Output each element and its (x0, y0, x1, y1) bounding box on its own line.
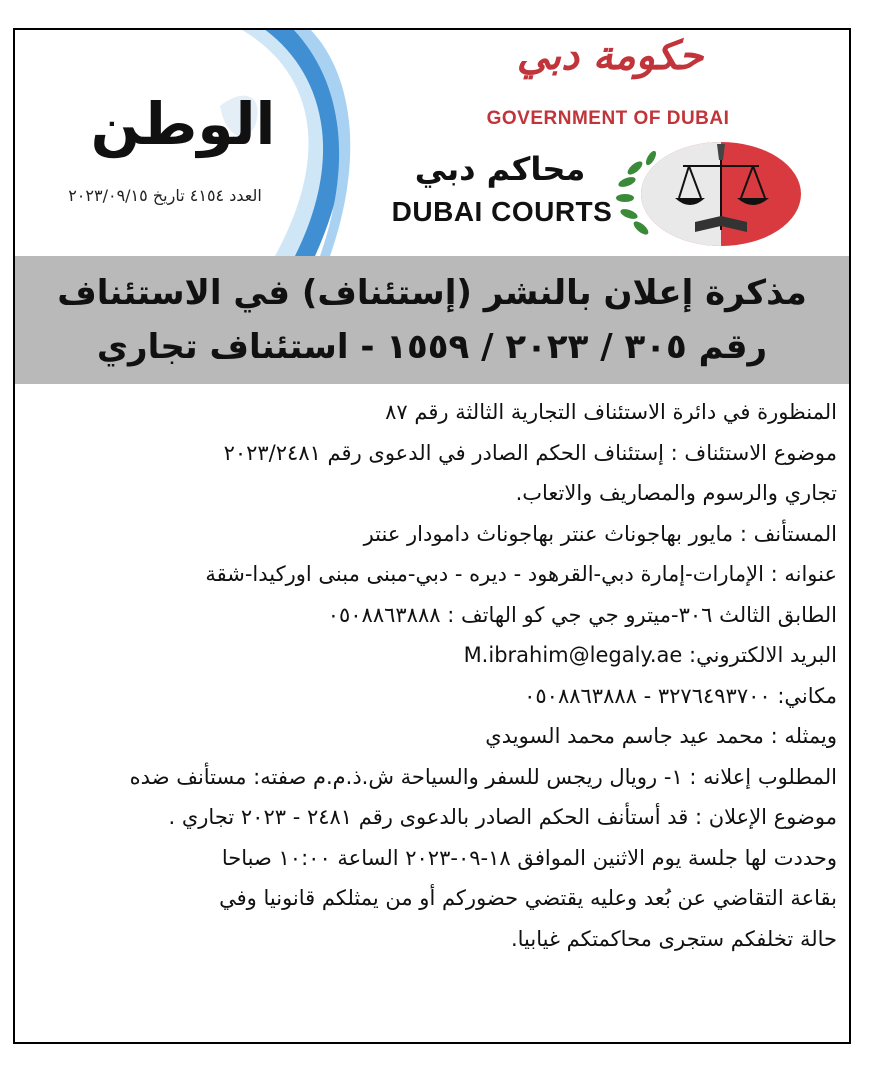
body-line: المطلوب إعلانه : ١- رويال ريجس للسفر والسياحة ش.ذ.م.م صفته: مستأنف ضده (129, 764, 837, 789)
body-line: بقاعة التقاضي عن بُعد وعليه يقتضي حضوركم أو من يمثلكم قانونيا وفي (219, 886, 837, 910)
body-line: مكاني: ٣٢٧٦٤٩٣٧٠٠ - ٠٥٠٨٨٦٣٨٨٨ (524, 683, 837, 708)
body-line: عنوانه : الإمارات-إمارة دبي-القرهود - ديره - دبي-مبنى مبنى اوركيدا-شقة (205, 562, 837, 586)
dubai-courts-emblem-icon (613, 138, 805, 250)
courts-name-arabic: محاكم دبي (414, 150, 586, 188)
body-line: موضوع الإعلان : قد أستأنف الحكم الصادر بالدعوى رقم ٢٤٨١ - ٢٠٢٣ تجاري . (168, 805, 837, 829)
notice-frame (13, 28, 851, 1044)
government-name-english: GOVERNMENT OF DUBAI (486, 108, 730, 129)
header (15, 30, 849, 256)
notice-title-line-1: مذكرة إعلان بالنشر (إستئناف) في الاستئناف (57, 273, 807, 313)
email-line (29, 635, 837, 676)
newspaper-logo: الوطن (90, 90, 276, 158)
government-name-arabic: حكومة دبي (516, 32, 704, 79)
body-line: ويمثله : محمد عيد جاسم محمد السويدي (485, 724, 837, 748)
body-line: تجاري والرسوم والمصاريف والاتعاب. (515, 481, 837, 505)
courts-name-english: DUBAI COURTS (391, 196, 613, 227)
email-label: البريد الالكتروني: (689, 643, 837, 667)
body-line: حالة تخلفكم ستجرى محاكمتكم غيابيا. (510, 926, 837, 951)
issue-date-line: العدد ٤١٥٤ تاريخ ٢٠٢٣/٠٩/١٥ (68, 186, 262, 205)
body-line: موضوع الاستئناف : إستئناف الحكم الصادر في الدعوى رقم ٢٠٢٣/٢٤٨١ (223, 440, 837, 465)
email-value: M.ibrahim@legaly.ae (463, 643, 683, 667)
title-band (15, 256, 849, 384)
body-line: الطابق الثالث ٣٠٦-ميترو جي جي كو الهاتف : ٠٥٠٨٨٦٣٨٨٨ (327, 602, 837, 627)
notice-body (29, 392, 837, 959)
notice-title-line-2: رقم ٣٠٥ / ٢٠٢٣ / ١٥٥٩ - استئناف تجاري (96, 327, 768, 367)
body-line: المستأنف : مايور بهاجوناث عنتر بهاجوناث دامودار عنتر (363, 521, 837, 546)
body-line: المنظورة في دائرة الاستئناف التجارية الثالثة رقم ٨٧ (385, 400, 837, 424)
body-line: وحددت لها جلسة يوم الاثنين الموافق ١٨-٠٩-٢٠٢٣ الساعة ١٠:٠٠ صباحا (221, 845, 837, 870)
